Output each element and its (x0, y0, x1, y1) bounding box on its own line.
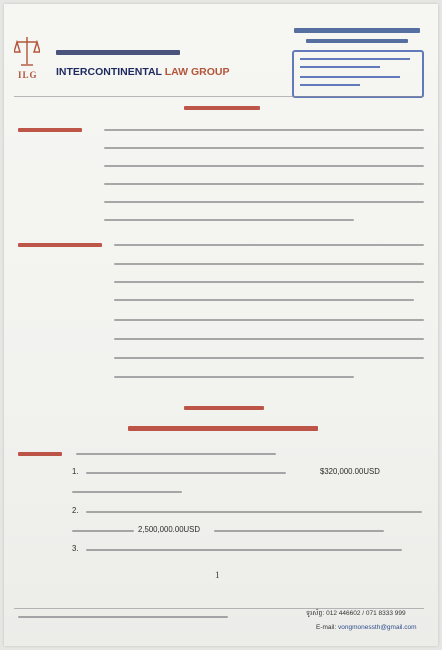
logo-name-part2: LAW GROUP (164, 66, 230, 78)
logo-english-name (56, 66, 229, 78)
footer-divider (14, 608, 424, 609)
logo-name-part1: INTERCONTINENTAL (56, 66, 162, 78)
claim-number: 1. (72, 467, 79, 476)
logo-khmer-name (56, 50, 186, 56)
document-page (4, 4, 438, 646)
email-address[interactable]: vongmonessth@gmail.com (338, 624, 417, 631)
header-divider (14, 96, 424, 97)
scales-of-justice-icon (14, 34, 40, 70)
court-reception-stamp (292, 50, 424, 98)
footer-email (316, 624, 417, 631)
email-label: E-mail: (316, 624, 337, 631)
claim-number: 2. (72, 506, 79, 515)
claim-amount: 2,500,000.00USD (138, 525, 200, 534)
logo-abbrev: ILG (18, 70, 38, 80)
claim-number: 3. (72, 544, 79, 553)
footer-phones (306, 610, 406, 619)
page-number: 1 (215, 570, 220, 580)
phone-numbers: 012 446602 / 071 8333 999 (326, 610, 406, 617)
claim-amount: $320,000.00USD (320, 467, 380, 476)
phone-label: ទូរស័ព្ទ: (306, 610, 325, 617)
